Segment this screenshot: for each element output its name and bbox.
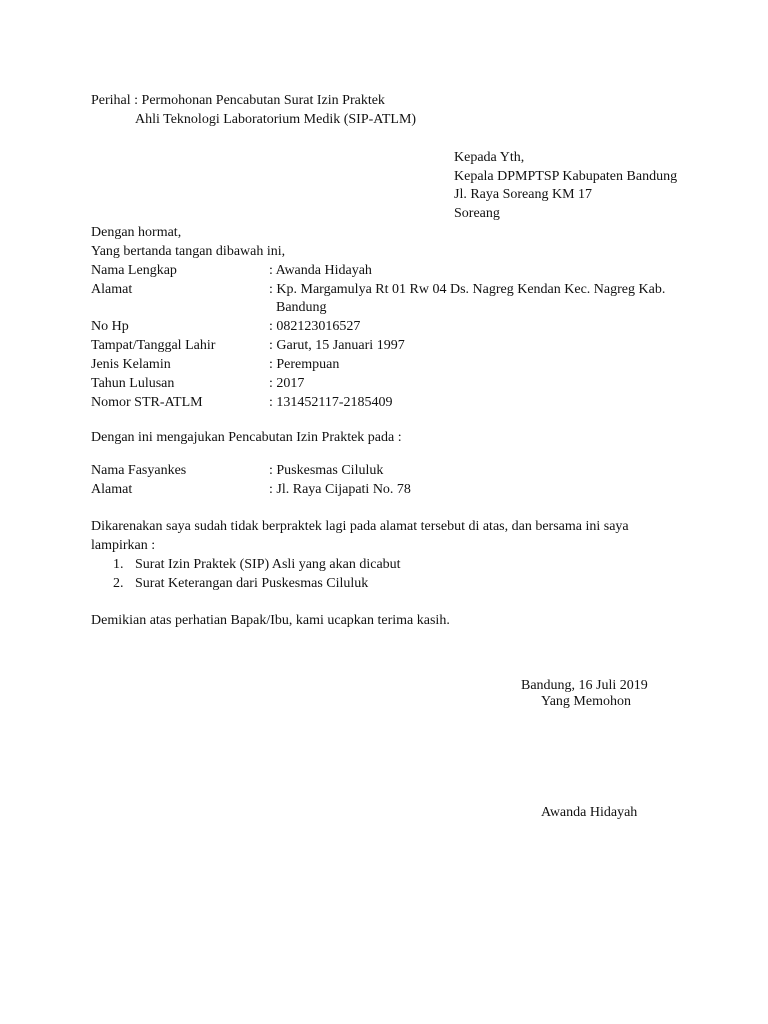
subject-line: Perihal : Permohonan Pencabutan Surat Izin Praktek [91, 93, 385, 108]
place-date: Bandung, 16 Juli 2019 [521, 678, 648, 693]
greeting: Dengan hormat, [91, 225, 182, 240]
intro-line: Yang bertanda tangan dibawah ini, [91, 244, 286, 259]
applicant-label-str: Nomor STR-ATLM [91, 395, 203, 410]
applicant-value-birth: : Garut, 15 Januari 1997 [269, 338, 405, 353]
recipient-address: Jl. Raya Soreang KM 17 [454, 187, 593, 202]
applicant-value-address-continued: Bandung [276, 300, 327, 315]
applicant-label-address: Alamat [91, 282, 133, 297]
applicant-value-address: : Kp. Margamulya Rt 01 Rw 04 Ds. Nagreg Kendan Kec. Nagreg Kab. [269, 282, 666, 297]
facility-label-address: Alamat [91, 482, 133, 497]
attachment-item: Surat Keterangan dari Puskesmas Ciluluk [135, 576, 369, 591]
applicant-label-graduation: Tahun Lulusan [91, 376, 175, 391]
facility-value-address: : Jl. Raya Cijapati No. 78 [269, 482, 411, 497]
recipient-city: Soreang [454, 206, 500, 221]
applicant-label-name: Nama Lengkap [91, 263, 177, 278]
applicant-label-phone: No Hp [91, 319, 129, 334]
recipient-name: Kepala DPMPTSP Kabupaten Bandung [454, 169, 678, 184]
applicant-value-phone: : 082123016527 [269, 319, 361, 334]
signer-title: Yang Memohon [541, 694, 631, 709]
signer-name: Awanda Hidayah [541, 805, 638, 820]
attachment-number: 2. [113, 576, 124, 591]
applicant-label-gender: Jenis Kelamin [91, 357, 171, 372]
subject-line-continued: Ahli Teknologi Laboratorium Medik (SIP-ATLM) [135, 112, 417, 127]
facility-label-name: Nama Fasyankes [91, 463, 187, 478]
applicant-value-gender: : Perempuan [269, 357, 340, 372]
applicant-label-birth: Tampat/Tanggal Lahir [91, 338, 216, 353]
request-line: Dengan ini mengajukan Pencabutan Izin Praktek pada : [91, 430, 402, 445]
applicant-value-graduation: : 2017 [269, 376, 305, 391]
recipient-salutation: Kepada Yth, [454, 150, 525, 165]
applicant-value-name: : Awanda Hidayah [269, 263, 372, 278]
reason-line-continued: lampirkan : [91, 538, 156, 553]
attachment-item: Surat Izin Praktek (SIP) Asli yang akan dicabut [135, 557, 401, 572]
facility-value-name: : Puskesmas Ciluluk [269, 463, 384, 478]
reason-line: Dikarenakan saya sudah tidak berpraktek lagi pada alamat tersebut di atas, dan bersama ini saya [91, 519, 629, 534]
attachment-number: 1. [113, 557, 124, 572]
closing-line: Demikian atas perhatian Bapak/Ibu, kami ucapkan terima kasih. [91, 613, 450, 628]
applicant-value-str: : 131452117-2185409 [269, 395, 393, 410]
